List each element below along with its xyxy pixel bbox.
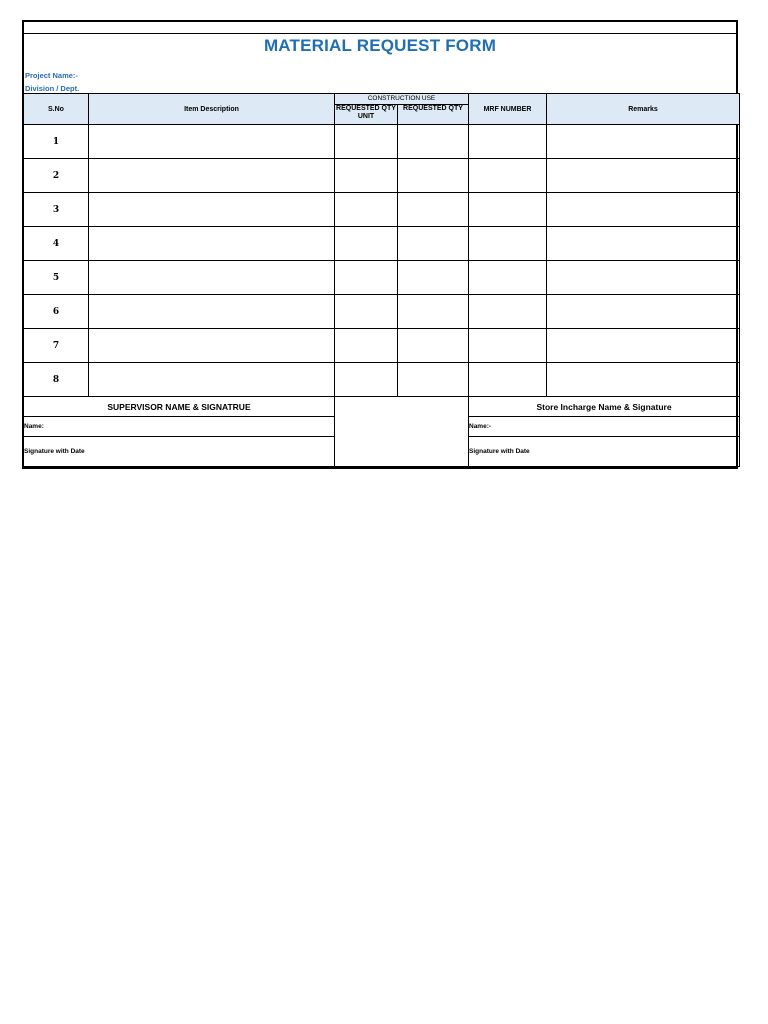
qty-unit-cell[interactable] — [335, 261, 398, 295]
header-construction-use: CONSTRUCTION USE — [335, 94, 469, 105]
qty-unit-cell[interactable] — [335, 193, 398, 227]
remarks-cell[interactable] — [547, 329, 740, 363]
qty-cell[interactable] — [398, 227, 469, 261]
item-description-cell[interactable] — [89, 159, 335, 193]
qty-cell[interactable] — [398, 159, 469, 193]
request-table — [23, 93, 740, 467]
table-row — [24, 261, 740, 295]
remarks-cell[interactable] — [547, 193, 740, 227]
mrf-cell[interactable] — [469, 329, 547, 363]
mrf-cell[interactable] — [469, 261, 547, 295]
supervisor-name-field[interactable]: Name: — [24, 417, 335, 437]
center-blank-cell — [335, 397, 469, 467]
row-sno: 5 — [24, 261, 89, 295]
division-label: Division / Dept. — [25, 84, 80, 93]
qty-unit-cell[interactable] — [335, 295, 398, 329]
header-requested-qty-unit: REQUESTED QTY UNIT — [335, 105, 398, 125]
header-item-description: Item Description — [89, 94, 335, 125]
qty-cell[interactable] — [398, 329, 469, 363]
item-description-cell[interactable] — [89, 193, 335, 227]
header-strip — [24, 22, 736, 34]
qty-cell[interactable] — [398, 295, 469, 329]
qty-unit-cell[interactable] — [335, 125, 398, 159]
row-sno: 7 — [24, 329, 89, 363]
item-description-cell[interactable] — [89, 261, 335, 295]
table-row — [24, 363, 740, 397]
header-sno: S.No — [24, 94, 89, 125]
item-description-cell[interactable] — [89, 329, 335, 363]
row-sno: 6 — [24, 295, 89, 329]
remarks-cell[interactable] — [547, 261, 740, 295]
material-request-sheet — [22, 20, 738, 469]
qty-unit-cell[interactable] — [335, 227, 398, 261]
header-mrf-number: MRF NUMBER — [469, 94, 547, 125]
row-sno: 1 — [24, 125, 89, 159]
table-row — [24, 329, 740, 363]
mrf-cell[interactable] — [469, 363, 547, 397]
qty-unit-cell[interactable] — [335, 363, 398, 397]
form-title: MATERIAL REQUEST FORM — [263, 36, 497, 55]
table-row — [24, 193, 740, 227]
qty-cell[interactable] — [398, 261, 469, 295]
header-requested-qty: REQUESTED QTY — [398, 105, 469, 125]
header-remarks: Remarks — [547, 94, 740, 125]
mrf-cell[interactable] — [469, 227, 547, 261]
item-description-cell[interactable] — [89, 295, 335, 329]
row-sno: 3 — [24, 193, 89, 227]
table-row — [24, 159, 740, 193]
qty-cell[interactable] — [398, 193, 469, 227]
mrf-cell[interactable] — [469, 295, 547, 329]
mrf-cell[interactable] — [469, 193, 547, 227]
mrf-cell[interactable] — [469, 159, 547, 193]
remarks-cell[interactable] — [547, 363, 740, 397]
remarks-cell[interactable] — [547, 125, 740, 159]
signature-title-row — [24, 397, 740, 417]
row-sno: 2 — [24, 159, 89, 193]
table-row — [24, 227, 740, 261]
supervisor-section-title: SUPERVISOR NAME & SIGNATRUE — [24, 397, 335, 417]
row-sno: 8 — [24, 363, 89, 397]
qty-unit-cell[interactable] — [335, 329, 398, 363]
remarks-cell[interactable] — [547, 159, 740, 193]
table-row — [24, 125, 740, 159]
store-incharge-name-field[interactable]: Name:- — [469, 417, 740, 437]
qty-cell[interactable] — [398, 363, 469, 397]
store-incharge-signature-field[interactable]: Signature with Date — [469, 437, 740, 467]
item-description-cell[interactable] — [89, 363, 335, 397]
remarks-cell[interactable] — [547, 227, 740, 261]
row-sno: 4 — [24, 227, 89, 261]
qty-unit-cell[interactable] — [335, 159, 398, 193]
remarks-cell[interactable] — [547, 295, 740, 329]
supervisor-signature-field[interactable]: Signature with Date — [24, 437, 335, 467]
qty-cell[interactable] — [398, 125, 469, 159]
table-row — [24, 295, 740, 329]
item-description-cell[interactable] — [89, 125, 335, 159]
mrf-cell[interactable] — [469, 125, 547, 159]
item-description-cell[interactable] — [89, 227, 335, 261]
project-name-label: Project Name:- — [25, 71, 78, 80]
store-incharge-section-title: Store Incharge Name & Signature — [469, 397, 740, 417]
